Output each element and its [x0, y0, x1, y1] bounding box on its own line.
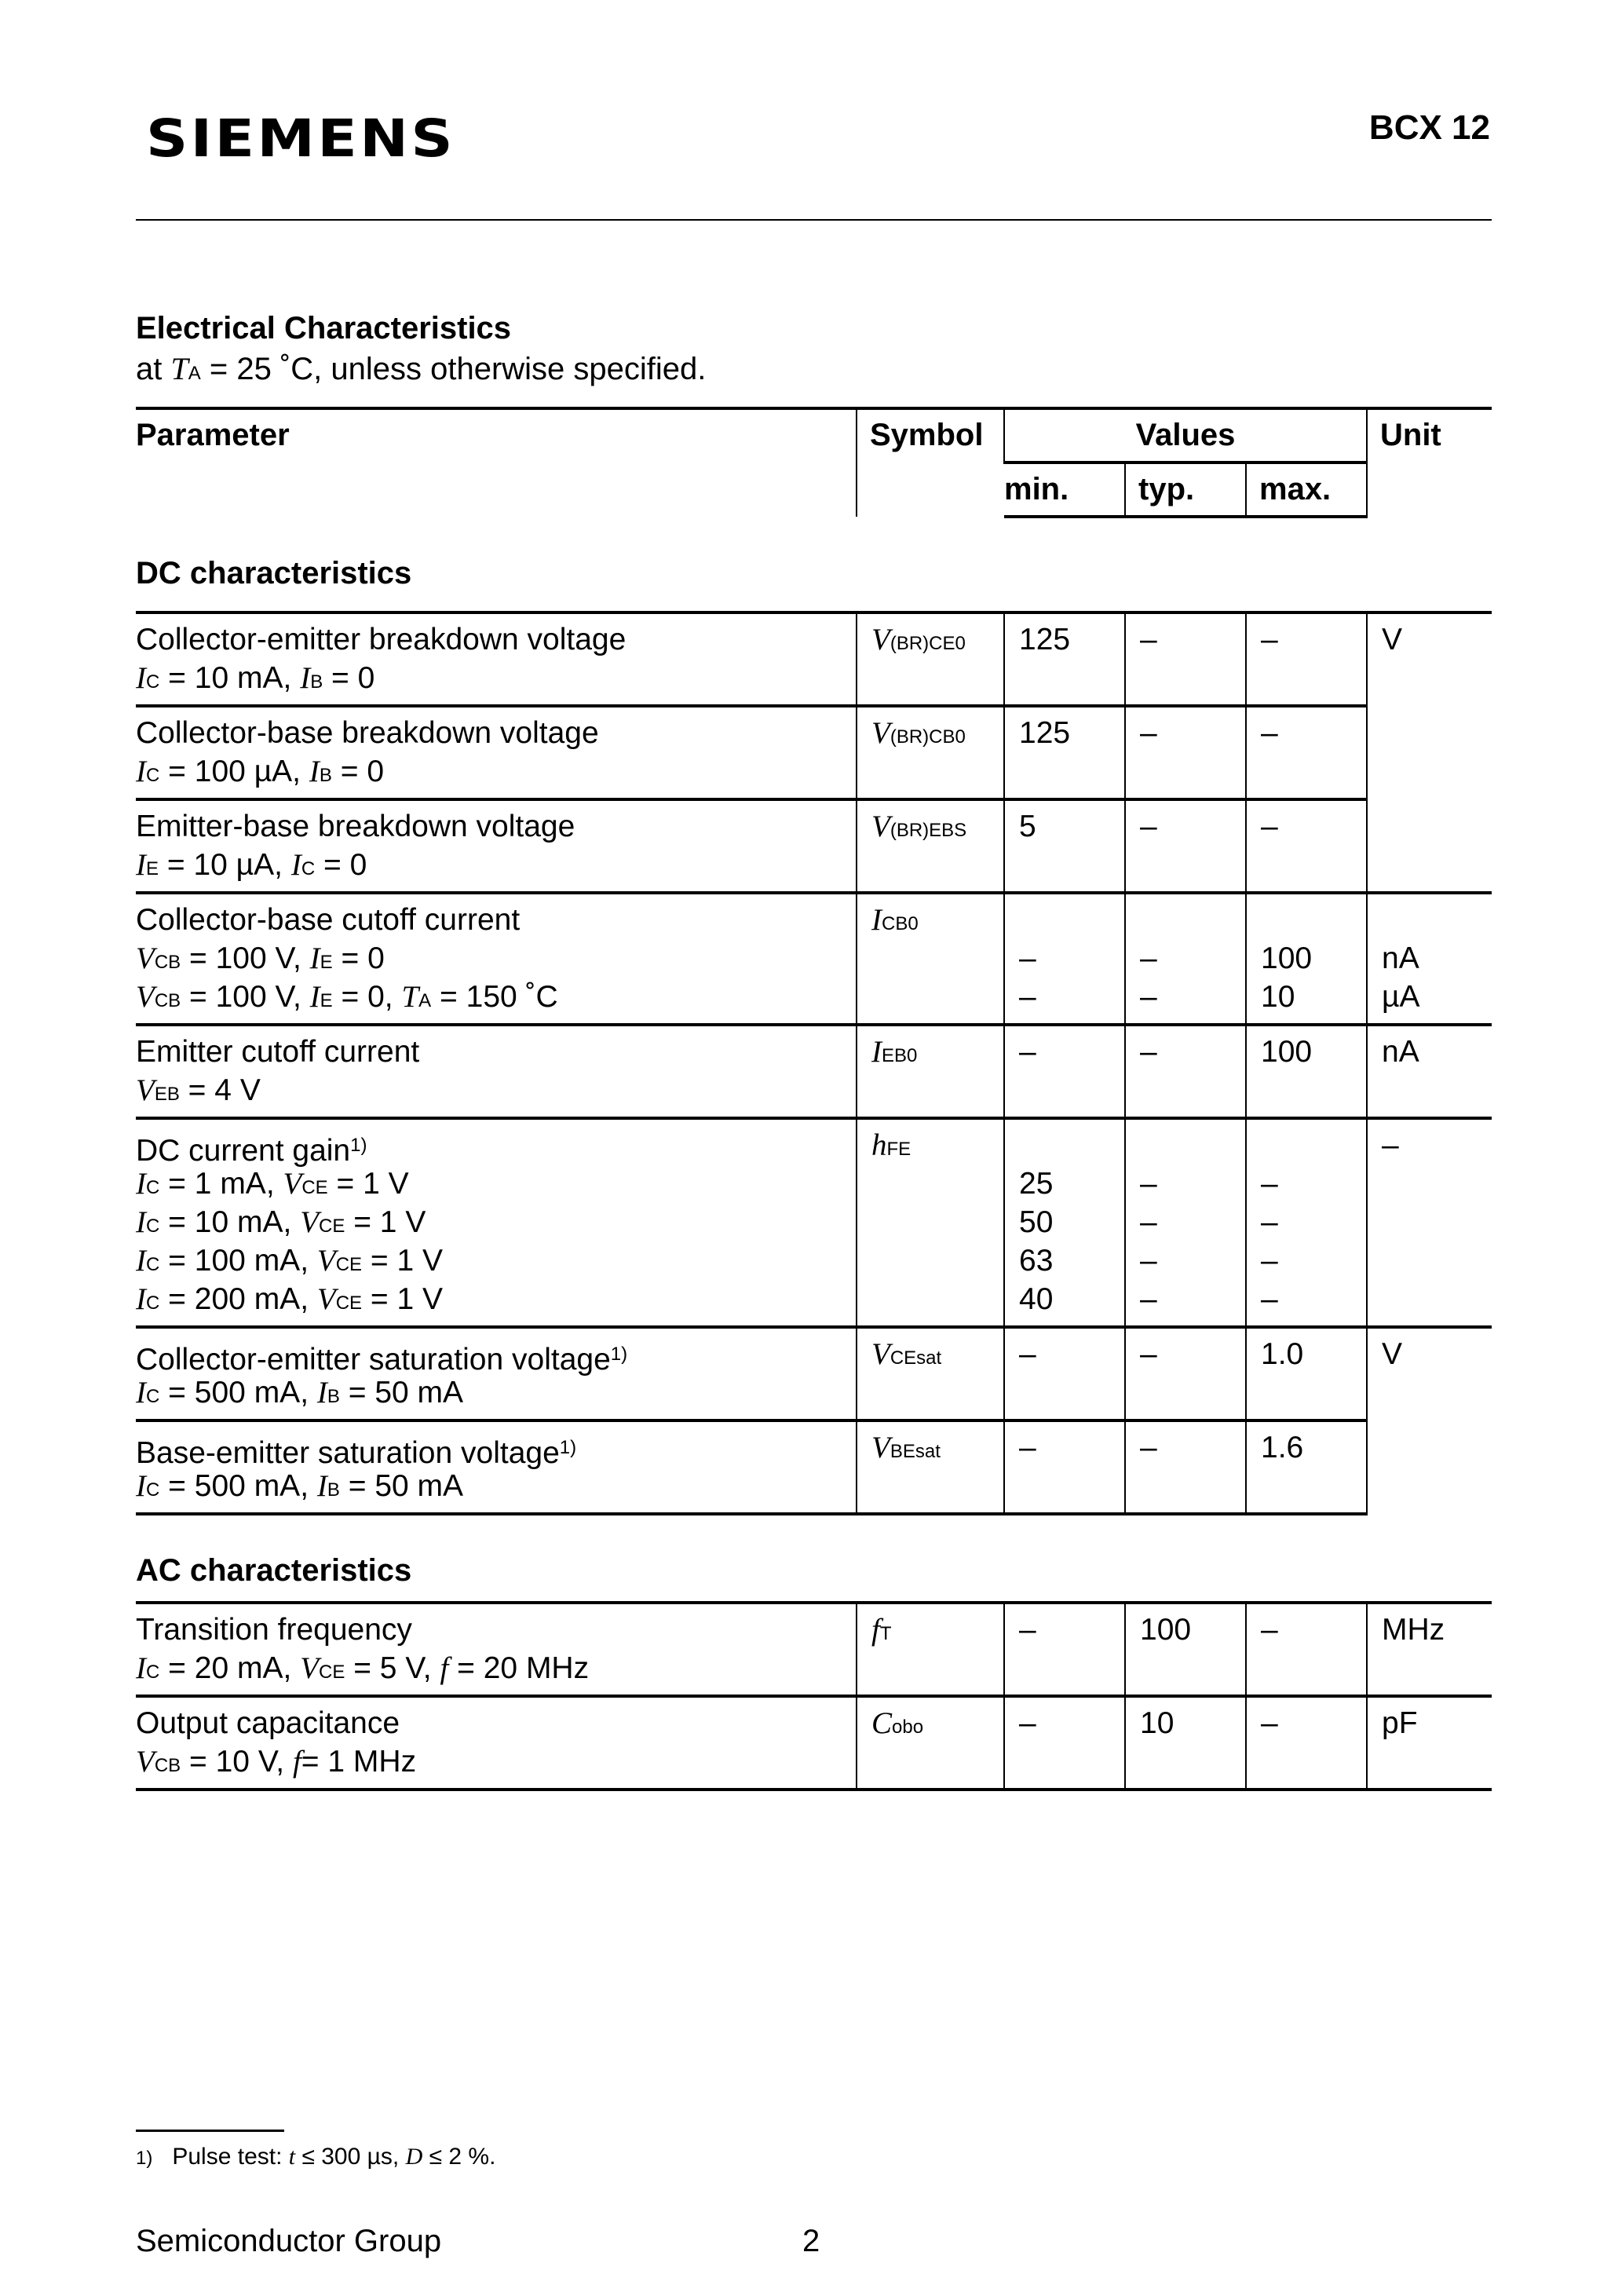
text-segment: Collector-emitter saturation voltage [136, 1343, 611, 1377]
parameter-line [136, 1335, 856, 1377]
parameter-cell [136, 1603, 857, 1696]
min-cell [1004, 1327, 1125, 1420]
text-segment: f [292, 1745, 301, 1779]
max-value [1261, 1126, 1366, 1164]
text-segment: CB [154, 990, 181, 1011]
symbol-cell [857, 1327, 1004, 1420]
text-segment: I [309, 980, 320, 1014]
text-segment: I [136, 1469, 146, 1503]
table-row [136, 1696, 1492, 1790]
text-segment: E [146, 858, 159, 879]
parameter-line [136, 1467, 856, 1505]
text-segment: B [319, 765, 332, 786]
column-header-max: max. [1246, 462, 1367, 517]
typ-cell [1125, 893, 1246, 1025]
table-header [136, 407, 1492, 518]
text-segment: = 1 V [345, 1205, 426, 1239]
text-segment: = 10 µA, [159, 848, 291, 882]
parameter-line [136, 1241, 856, 1280]
text-segment: B [327, 1479, 340, 1501]
text-segment: = 10 mA, [159, 661, 301, 695]
column-header-unit: Unit [1367, 408, 1492, 517]
text-segment: T [879, 1623, 892, 1644]
column-header-typ: typ. [1125, 462, 1246, 517]
min-value: – [1019, 1337, 1036, 1371]
min-value: – [1019, 1431, 1036, 1464]
text-segment: Emitter cutoff current [136, 1035, 420, 1069]
text-segment: = 50 mA [339, 1469, 464, 1503]
parameter-line [136, 1704, 856, 1742]
min-value [1019, 1126, 1124, 1164]
typ-cell [1125, 612, 1246, 706]
text-segment: C [146, 1479, 160, 1501]
symbol-cell [857, 1696, 1004, 1790]
typ-value: – [1140, 810, 1157, 843]
column-header-values: Values [1004, 408, 1367, 462]
parameter-cell [136, 1420, 857, 1514]
typ-value: – [1140, 1244, 1157, 1278]
text-segment: (BR)CE0 [890, 633, 966, 654]
text-segment: I [136, 1167, 146, 1201]
text-segment: Base-emitter saturation voltage [136, 1436, 560, 1470]
text-segment: V [316, 1244, 336, 1278]
text-segment: = 1 mA, [159, 1167, 283, 1201]
text-segment: (BR)EBS [890, 820, 967, 841]
text-segment: V [136, 941, 155, 975]
typ-value: – [1140, 1205, 1157, 1239]
text-segment: CE [319, 1216, 345, 1237]
text-segment: V [136, 1073, 155, 1107]
max-value: – [1261, 1282, 1278, 1316]
parameter-line [136, 1164, 856, 1203]
text-segment: = 1 V [362, 1282, 444, 1316]
text-segment: = 5 V, [345, 1651, 440, 1685]
text-segment: = 150 ˚C [431, 980, 558, 1014]
typ-cell [1125, 1118, 1246, 1327]
parameter-line [136, 1610, 856, 1649]
text-segment: FE [886, 1139, 911, 1160]
text-segment: at [136, 352, 171, 386]
text-segment: I [136, 848, 146, 882]
typ-value: – [1140, 980, 1157, 1014]
text-segment: V [871, 716, 890, 750]
text-segment: = 1 MHz [301, 1745, 417, 1779]
table-row [136, 706, 1492, 799]
table-row [136, 1420, 1492, 1514]
text-segment: V [871, 1431, 890, 1464]
typ-value: 100 [1140, 1613, 1192, 1647]
page-number: 2 [802, 2224, 820, 2258]
min-value: 25 [1019, 1167, 1054, 1201]
max-value: – [1261, 1613, 1278, 1647]
column-header-parameter: Parameter [136, 408, 857, 517]
text-segment: EB [154, 1084, 180, 1105]
text-segment: I [136, 661, 146, 695]
unit-cell [1367, 1025, 1492, 1118]
text-segment: E [320, 952, 333, 973]
min-cell [1004, 893, 1125, 1025]
parameter-line [136, 939, 856, 978]
text-segment: I [871, 1035, 882, 1069]
text-segment: CB [154, 952, 181, 973]
text-segment: I [290, 848, 301, 882]
text-segment: V [316, 1282, 336, 1316]
text-segment: = 20 mA, [159, 1651, 301, 1685]
unit-value [1382, 901, 1492, 939]
text-segment: I [136, 755, 146, 788]
text-segment: = 100 V, [181, 941, 310, 975]
dc-characteristics-table [136, 611, 1492, 1515]
unit-value: nA [1382, 1035, 1419, 1069]
parameter-line [136, 807, 856, 846]
max-cell [1246, 1327, 1367, 1420]
parameter-cell [136, 1118, 857, 1327]
text-segment: B [310, 671, 323, 693]
table-row [136, 1118, 1492, 1327]
min-cell [1004, 799, 1125, 893]
text-segment: Collector-base breakdown voltage [136, 716, 599, 750]
parameter-line [136, 1033, 856, 1071]
text-segment: CE [335, 1254, 363, 1275]
symbol-cell [857, 799, 1004, 893]
text-segment: CE [319, 1662, 345, 1683]
parameter-line [136, 1203, 856, 1241]
parameter-line [136, 1373, 856, 1412]
text-segment: = 1 V [327, 1167, 409, 1201]
section-title: Electrical Characteristics [136, 311, 512, 345]
unit-value: V [1382, 1337, 1403, 1371]
max-value: 100 [1261, 1035, 1313, 1069]
text-segment: CE [301, 1177, 328, 1198]
unit-value: nA [1382, 941, 1419, 975]
max-cell [1246, 706, 1367, 799]
text-segment: = 10 mA, [159, 1205, 301, 1239]
parameter-line [136, 978, 856, 1016]
typ-cell [1125, 1420, 1246, 1514]
text-segment: = 500 mA, [159, 1469, 317, 1503]
symbol-cell [857, 1025, 1004, 1118]
max-cell [1246, 1603, 1367, 1696]
text-segment: V [871, 810, 890, 843]
min-value: – [1019, 1613, 1036, 1647]
column-header-symbol: Symbol [857, 408, 1004, 517]
text-segment: ≤ 300 µs, [295, 2144, 406, 2170]
max-value: – [1261, 716, 1278, 750]
text-segment: V [136, 980, 155, 1014]
parameter-line [136, 714, 856, 752]
min-value [1019, 901, 1124, 939]
min-cell [1004, 706, 1125, 799]
symbol-cell [857, 612, 1004, 706]
text-segment: = 0 [332, 941, 385, 975]
min-cell [1004, 1603, 1125, 1696]
text-segment: Collector-emitter breakdown voltage [136, 623, 627, 656]
text-segment: f [440, 1651, 449, 1685]
table-row [136, 612, 1492, 706]
typ-value: – [1140, 1035, 1157, 1069]
max-value [1261, 901, 1366, 939]
parameter-line [136, 1742, 856, 1781]
unit-value: V [1382, 623, 1403, 656]
text-segment: T [170, 351, 188, 386]
unit-value: pF [1382, 1706, 1418, 1740]
parameter-line [136, 1428, 856, 1470]
text-segment: = 0 [323, 661, 375, 695]
parameter-cell [136, 612, 857, 706]
text-segment: I [309, 941, 320, 975]
text-segment: C [146, 671, 160, 693]
min-value: – [1019, 980, 1036, 1014]
text-segment: A [188, 363, 201, 384]
text-segment: T [401, 980, 419, 1014]
min-value: 125 [1019, 716, 1071, 750]
table-row [136, 893, 1492, 1025]
typ-value: – [1140, 716, 1157, 750]
text-segment: I [136, 1376, 146, 1409]
parameter-line [136, 1126, 856, 1168]
unit-cell [1367, 893, 1492, 1025]
part-number: BCX 12 [1368, 108, 1490, 147]
typ-value: 10 [1140, 1706, 1174, 1740]
footer-company: Semiconductor Group [136, 2224, 442, 2258]
max-cell [1246, 893, 1367, 1025]
typ-cell [1125, 1327, 1246, 1420]
text-segment: I [316, 1469, 327, 1503]
min-value: 50 [1019, 1205, 1054, 1239]
footnote-divider [136, 2130, 284, 2132]
text-segment: BEsat [890, 1441, 941, 1462]
typ-value: – [1140, 1337, 1157, 1371]
text-segment: V [283, 1167, 302, 1201]
ac-characteristics-table [136, 1601, 1492, 1791]
min-value: 40 [1019, 1282, 1054, 1316]
parameter-cell [136, 893, 857, 1025]
parameter-line [136, 1280, 856, 1318]
text-segment: = 100 µA, [159, 755, 309, 788]
max-value: 1.0 [1261, 1337, 1304, 1371]
text-segment: = 20 MHz [448, 1651, 590, 1685]
text-segment: CEsat [890, 1347, 942, 1369]
max-value: – [1261, 623, 1278, 656]
section-subtitle [136, 350, 706, 387]
parameter-line [136, 846, 856, 884]
typ-cell [1125, 1696, 1246, 1790]
parameter-line [136, 620, 856, 659]
table-row [136, 799, 1492, 893]
text-segment: Output capacitance [136, 1706, 400, 1740]
text-segment: t [288, 2144, 296, 2170]
max-value: 1.6 [1261, 1431, 1304, 1464]
max-value: – [1261, 1244, 1278, 1278]
text-segment: = 25 ˚C, unless otherwise specified. [200, 352, 707, 386]
text-segment: f [871, 1613, 880, 1647]
min-cell [1004, 1420, 1125, 1514]
text-segment: 1) [610, 1344, 628, 1365]
text-segment: I [300, 661, 311, 695]
parameter-line [136, 659, 856, 697]
unit-cell [1367, 1118, 1492, 1327]
typ-value: – [1140, 1431, 1157, 1464]
text-segment: = 200 mA, [159, 1282, 317, 1316]
text-segment: h [871, 1128, 887, 1162]
text-segment: I [871, 903, 882, 937]
table-row [136, 1025, 1492, 1118]
min-value: 63 [1019, 1244, 1054, 1278]
symbol-cell [857, 1118, 1004, 1327]
text-segment: C [301, 858, 316, 879]
text-segment: = 0 [315, 848, 367, 882]
max-cell [1246, 1420, 1367, 1514]
text-segment: C [871, 1706, 893, 1740]
unit-cell [1367, 1696, 1492, 1790]
unit-value: MHz [1382, 1613, 1445, 1647]
text-segment: Collector-base cutoff current [136, 903, 521, 937]
text-segment: I [136, 1282, 146, 1316]
text-segment: V [871, 1337, 890, 1371]
text-segment: C [146, 1216, 160, 1237]
text-segment: CE [335, 1292, 363, 1314]
text-segment: V [300, 1205, 320, 1239]
dc-heading: DC characteristics [136, 556, 412, 590]
typ-value: – [1140, 1167, 1157, 1201]
table-row [136, 1603, 1492, 1696]
text-segment: E [320, 990, 333, 1011]
min-value: – [1019, 941, 1036, 975]
footnote [136, 2137, 495, 2178]
max-value: 10 [1261, 980, 1295, 1014]
max-value: – [1261, 1167, 1278, 1201]
text-segment: V [871, 623, 890, 656]
max-value: – [1261, 1205, 1278, 1239]
typ-value [1140, 1126, 1245, 1164]
typ-value: – [1140, 623, 1157, 656]
min-value: – [1019, 1706, 1036, 1740]
text-segment: Transition frequency [136, 1613, 412, 1647]
max-value: – [1261, 810, 1278, 843]
text-segment: = 50 mA [339, 1376, 464, 1409]
max-cell [1246, 1696, 1367, 1790]
text-segment: = 100 mA, [159, 1244, 317, 1278]
text-segment: B [327, 1386, 340, 1407]
column-header-min: min. [1004, 462, 1125, 517]
typ-value: – [1140, 1282, 1157, 1316]
text-segment: CB [154, 1755, 181, 1776]
min-value: 125 [1019, 623, 1071, 656]
parameter-line [136, 1649, 856, 1687]
min-value: – [1019, 1035, 1036, 1069]
parameter-cell [136, 1696, 857, 1790]
max-cell [1246, 1025, 1367, 1118]
parameter-cell [136, 1327, 857, 1420]
symbol-cell [857, 1603, 1004, 1696]
symbol-cell [857, 1420, 1004, 1514]
min-cell [1004, 1118, 1125, 1327]
text-segment: = 10 V, [181, 1745, 293, 1779]
text-segment: Emitter-base breakdown voltage [136, 810, 575, 843]
text-segment: CB0 [882, 913, 919, 934]
unit-cell [1367, 1327, 1492, 1514]
max-value: 100 [1261, 941, 1313, 975]
text-segment: C [146, 1177, 160, 1198]
min-cell [1004, 1025, 1125, 1118]
text-segment: = 0 [331, 755, 385, 788]
unit-cell [1367, 1603, 1492, 1696]
text-segment: D [405, 2144, 423, 2170]
text-segment: DC current gain [136, 1134, 351, 1168]
text-segment: I [136, 1244, 146, 1278]
max-cell [1246, 799, 1367, 893]
text-segment: = 500 mA, [159, 1376, 317, 1409]
max-cell [1246, 612, 1367, 706]
typ-value [1140, 901, 1245, 939]
parameter-cell [136, 1025, 857, 1118]
text-segment: ≤ 2 %. [422, 2144, 496, 2170]
typ-cell [1125, 1025, 1246, 1118]
text-segment: I [136, 1205, 146, 1239]
text-segment: (BR)CB0 [890, 726, 966, 748]
parameter-line [136, 901, 856, 939]
text-segment: obo [892, 1717, 924, 1738]
symbol-cell [857, 706, 1004, 799]
typ-value: – [1140, 941, 1157, 975]
unit-value: – [1382, 1128, 1399, 1162]
text-segment: 1) [136, 2148, 153, 2169]
typ-cell [1125, 799, 1246, 893]
text-segment: Pulse test: [152, 2144, 289, 2170]
unit-value: µA [1382, 980, 1420, 1014]
text-segment: 1) [559, 1437, 577, 1458]
symbol-cell [857, 893, 1004, 1025]
text-segment: = 4 V [179, 1073, 261, 1107]
table-row [136, 1327, 1492, 1420]
max-value: – [1261, 1706, 1278, 1740]
text-segment: C [146, 1292, 160, 1314]
text-segment: = 1 V [362, 1244, 444, 1278]
siemens-logo: SIEMENS [146, 108, 455, 169]
max-cell [1246, 1118, 1367, 1327]
text-segment: EB0 [882, 1045, 918, 1066]
text-segment: I [309, 755, 320, 788]
text-segment: C [146, 1254, 160, 1275]
unit-cell [1367, 612, 1492, 893]
parameter-line [136, 1071, 856, 1110]
text-segment: V [300, 1651, 320, 1685]
text-segment: V [136, 1745, 155, 1779]
typ-cell [1125, 1603, 1246, 1696]
text-segment: C [146, 1662, 160, 1683]
min-cell [1004, 1696, 1125, 1790]
text-segment: C [146, 765, 160, 786]
text-segment: I [136, 1651, 146, 1685]
text-segment: A [418, 990, 432, 1011]
text-segment: I [316, 1376, 327, 1409]
parameter-line [136, 752, 856, 791]
header-divider [136, 219, 1492, 221]
min-value: 5 [1019, 810, 1036, 843]
min-cell [1004, 612, 1125, 706]
typ-cell [1125, 706, 1246, 799]
text-segment: 1) [350, 1135, 367, 1156]
ac-heading: AC characteristics [136, 1553, 412, 1588]
parameter-cell [136, 799, 857, 893]
text-segment: = 100 V, [181, 980, 310, 1014]
text-segment: = 0, [332, 980, 402, 1014]
parameter-cell [136, 706, 857, 799]
text-segment: C [146, 1386, 160, 1407]
